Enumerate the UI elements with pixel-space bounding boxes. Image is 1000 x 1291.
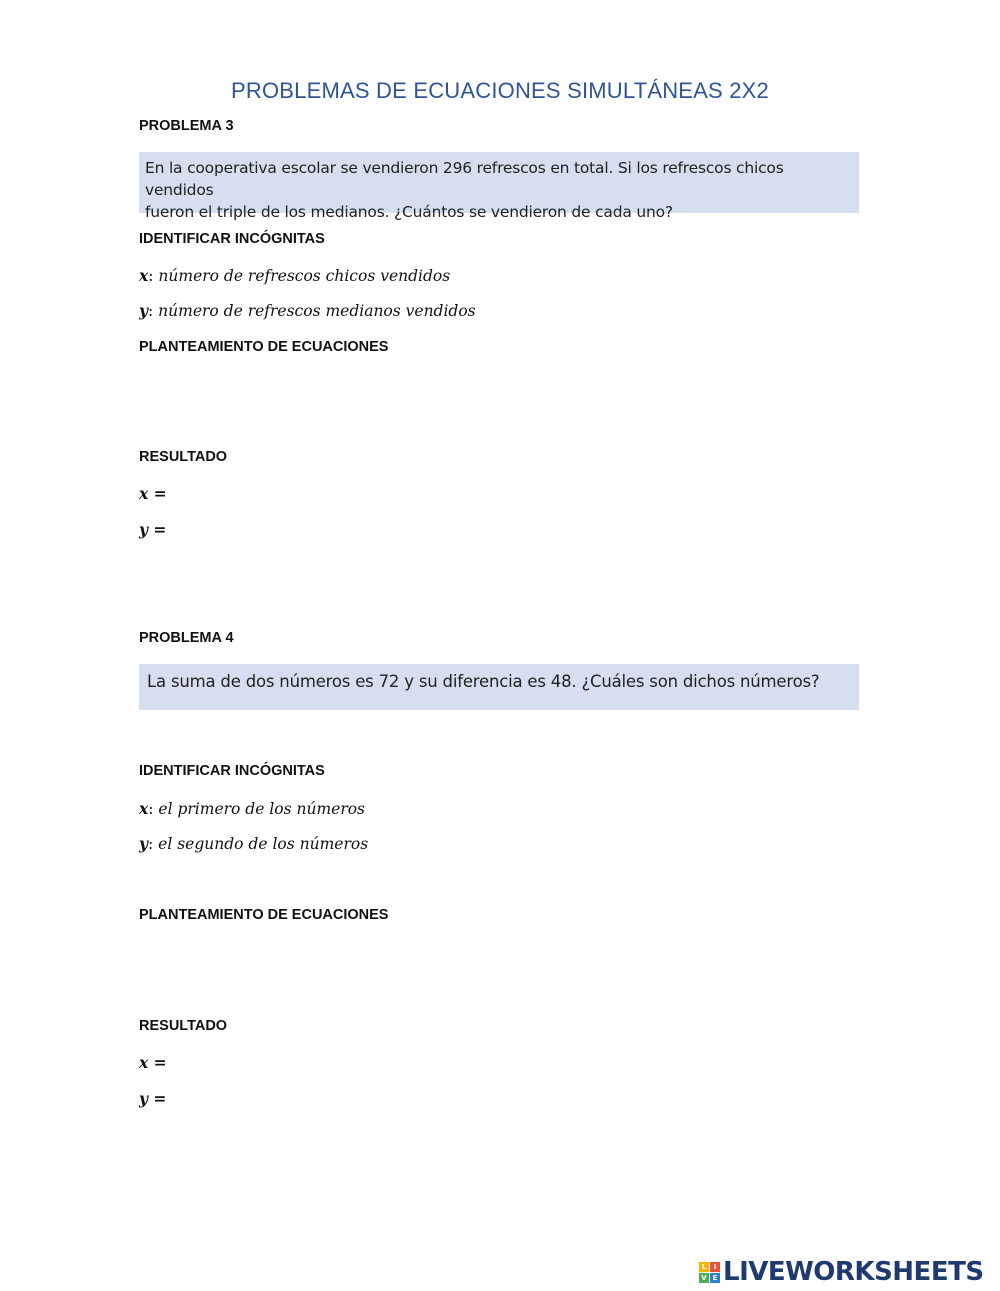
y-symbol: y <box>139 301 149 320</box>
problem-3-x-definition <box>139 266 450 285</box>
y-symbol: y <box>139 834 149 853</box>
problem-3-statement-line-1: En la cooperativa escolar se vendieron 296 refrescos en total. Si los refrescos chicos vendidos <box>145 159 784 199</box>
liveworksheets-logo <box>699 1257 984 1287</box>
problem-4-identify-heading: IDENTIFICAR INCÓGNITAS <box>139 763 325 779</box>
result-y-text: y = <box>139 1089 167 1108</box>
problem-4-statement-line-1: La suma de dos números es 72 y su diferencia es 48. ¿Cuáles son dichos números? <box>147 672 820 691</box>
separator: : <box>148 302 159 320</box>
problem-3-equations-input[interactable] <box>139 366 863 440</box>
problem-4-equations-heading: PLANTEAMIENTO DE ECUACIONES <box>139 907 389 923</box>
x-description: el primero de los números <box>158 800 366 818</box>
separator: : <box>148 800 159 818</box>
x-symbol: x <box>139 799 149 818</box>
result-x-text: x = <box>139 484 167 503</box>
problem-4-heading: PROBLEMA 4 <box>139 630 234 646</box>
logo-cube-i: I <box>710 1262 720 1272</box>
problem-4-result-y-label <box>139 1089 166 1108</box>
problem-3-result-x-label <box>139 484 167 503</box>
separator: : <box>148 267 159 285</box>
page-title: PROBLEMAS DE ECUACIONES SIMULTÁNEAS 2X2 <box>231 78 769 103</box>
problem-3-equations-heading: PLANTEAMIENTO DE ECUACIONES <box>139 339 389 355</box>
logo-cube-l: L <box>699 1262 709 1272</box>
problem-4-y-definition <box>139 834 368 853</box>
result-x-text: x = <box>139 1053 167 1072</box>
problem-3-statement <box>139 152 859 221</box>
problem-4-equations-input[interactable] <box>139 934 863 1008</box>
result-y-text: y = <box>139 520 167 539</box>
problem-3-result-heading: RESULTADO <box>139 449 228 465</box>
problem-3-result-y-input[interactable] <box>178 518 362 542</box>
problem-4-result-y-input[interactable] <box>178 1087 362 1111</box>
y-description: número de refrescos medianos vendidos <box>158 302 476 320</box>
x-symbol: x <box>139 266 149 285</box>
logo-cubes-icon <box>699 1262 720 1283</box>
separator: : <box>148 835 159 853</box>
logo-cube-e: E <box>710 1273 720 1283</box>
problem-3-result-x-input[interactable] <box>178 482 362 506</box>
problem-4-result-heading: RESULTADO <box>139 1018 228 1034</box>
problem-3-identify-heading: IDENTIFICAR INCÓGNITAS <box>139 231 325 247</box>
logo-text: LIVEWORKSHEETS <box>723 1257 984 1287</box>
problem-3-heading: PROBLEMA 3 <box>139 118 234 134</box>
problem-4-statement <box>139 664 859 710</box>
problem-4-x-definition <box>139 799 365 818</box>
problem-3-statement-line-2: fueron el triple de los medianos. ¿Cuántos se vendieron de cada uno? <box>145 203 673 221</box>
problem-3-result-y-label <box>139 520 166 539</box>
problem-4-result-x-input[interactable] <box>178 1051 362 1075</box>
problem-4-result-x-label <box>139 1053 167 1072</box>
x-description: número de refrescos chicos vendidos <box>158 267 451 285</box>
y-description: el segundo de los números <box>158 835 369 853</box>
logo-cube-v: V <box>699 1273 709 1283</box>
problem-3-y-definition <box>139 301 476 320</box>
